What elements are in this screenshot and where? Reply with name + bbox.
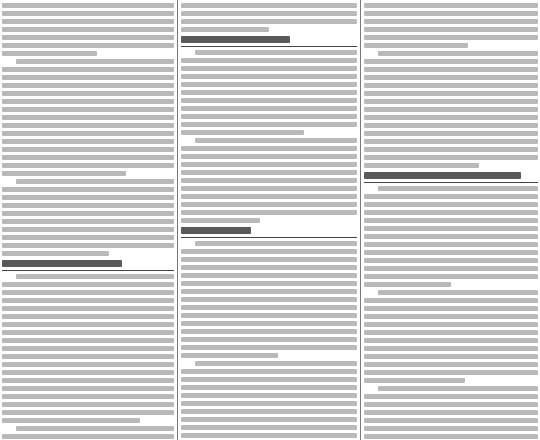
text-line bbox=[2, 378, 174, 383]
text-line bbox=[2, 298, 174, 303]
text-line bbox=[181, 329, 357, 334]
text-line bbox=[364, 131, 538, 136]
text-line bbox=[2, 330, 174, 335]
text-line bbox=[181, 98, 357, 103]
text-line bbox=[2, 99, 174, 104]
text-line bbox=[181, 27, 269, 32]
text-line bbox=[181, 210, 357, 215]
article-heading-text bbox=[2, 260, 122, 267]
text-line bbox=[2, 290, 174, 295]
article-paragraph bbox=[2, 179, 174, 256]
text-line bbox=[364, 83, 538, 88]
text-line bbox=[181, 265, 357, 270]
text-line bbox=[2, 418, 140, 423]
text-line bbox=[378, 290, 538, 295]
text-line bbox=[2, 282, 174, 287]
text-line bbox=[2, 195, 174, 200]
text-line bbox=[364, 147, 538, 152]
text-line bbox=[364, 322, 538, 327]
text-line bbox=[364, 210, 538, 215]
article-paragraph bbox=[364, 3, 538, 48]
text-line bbox=[364, 139, 538, 144]
text-line bbox=[2, 235, 174, 240]
text-line bbox=[2, 155, 174, 160]
article-heading bbox=[181, 227, 357, 238]
text-line bbox=[364, 11, 538, 16]
text-line bbox=[364, 314, 538, 319]
text-line bbox=[2, 434, 174, 439]
text-line bbox=[181, 186, 357, 191]
text-line bbox=[181, 19, 357, 24]
text-line bbox=[2, 394, 174, 399]
text-line bbox=[181, 90, 357, 95]
text-line bbox=[2, 370, 174, 375]
text-line bbox=[195, 50, 357, 55]
text-line bbox=[181, 66, 357, 71]
text-line bbox=[364, 266, 538, 271]
text-line bbox=[2, 386, 174, 391]
text-line bbox=[181, 273, 357, 278]
text-line bbox=[2, 187, 174, 192]
text-line bbox=[2, 306, 174, 311]
text-line bbox=[2, 171, 126, 176]
text-line bbox=[364, 426, 538, 431]
article-paragraph bbox=[181, 50, 357, 135]
text-line bbox=[2, 11, 174, 16]
text-line bbox=[2, 91, 174, 96]
text-line bbox=[364, 123, 538, 128]
text-line bbox=[378, 186, 538, 191]
text-line bbox=[2, 402, 174, 407]
column-rule bbox=[177, 0, 178, 440]
text-line bbox=[364, 218, 538, 223]
text-line bbox=[2, 346, 174, 351]
text-line bbox=[2, 211, 174, 216]
text-line bbox=[364, 59, 538, 64]
text-line bbox=[181, 433, 357, 438]
text-line bbox=[364, 3, 538, 8]
heading-underline bbox=[181, 237, 357, 238]
text-line bbox=[378, 51, 538, 56]
article-heading-text bbox=[364, 172, 521, 179]
text-line bbox=[181, 337, 357, 342]
article-paragraph bbox=[181, 241, 357, 358]
text-line bbox=[364, 115, 538, 120]
text-line bbox=[195, 361, 357, 366]
text-line bbox=[181, 417, 357, 422]
text-line bbox=[181, 218, 260, 223]
text-line bbox=[364, 402, 538, 407]
text-line bbox=[181, 353, 278, 358]
text-line bbox=[2, 83, 174, 88]
text-line bbox=[181, 385, 357, 390]
article-paragraph bbox=[364, 186, 538, 287]
text-line bbox=[181, 106, 357, 111]
text-line bbox=[2, 322, 174, 327]
text-line bbox=[2, 67, 174, 72]
text-line bbox=[181, 11, 357, 16]
article-paragraph bbox=[364, 386, 538, 440]
text-line bbox=[364, 274, 538, 279]
heading-underline bbox=[2, 270, 174, 271]
text-line bbox=[181, 257, 357, 262]
text-line bbox=[16, 59, 174, 64]
text-line bbox=[364, 43, 468, 48]
text-line bbox=[2, 19, 174, 24]
heading-underline bbox=[364, 182, 538, 183]
text-line bbox=[2, 410, 174, 415]
text-line bbox=[181, 249, 357, 254]
text-line bbox=[364, 434, 538, 439]
text-line bbox=[181, 3, 357, 8]
article-paragraph bbox=[2, 426, 174, 440]
text-line bbox=[181, 154, 357, 159]
column-3 bbox=[364, 0, 538, 440]
text-line bbox=[2, 147, 174, 152]
article-paragraph bbox=[364, 290, 538, 383]
text-line bbox=[364, 250, 538, 255]
text-line bbox=[181, 146, 357, 151]
text-line bbox=[364, 27, 538, 32]
text-line bbox=[2, 139, 174, 144]
article-paragraph bbox=[181, 3, 357, 32]
text-line bbox=[181, 401, 357, 406]
text-line bbox=[364, 410, 538, 415]
text-line bbox=[181, 425, 357, 430]
text-line bbox=[2, 251, 109, 256]
text-line bbox=[195, 138, 357, 143]
text-line bbox=[364, 370, 538, 375]
text-line bbox=[364, 306, 538, 311]
text-line bbox=[2, 107, 174, 112]
article-heading-text bbox=[181, 36, 290, 43]
text-line bbox=[181, 345, 357, 350]
article-paragraph bbox=[181, 138, 357, 223]
text-line bbox=[364, 99, 538, 104]
text-line bbox=[181, 194, 357, 199]
article-heading bbox=[2, 260, 174, 271]
article-paragraph bbox=[181, 361, 357, 440]
text-line bbox=[364, 155, 538, 160]
text-line bbox=[2, 362, 174, 367]
text-line bbox=[364, 91, 538, 96]
text-line bbox=[364, 362, 538, 367]
text-line bbox=[181, 74, 357, 79]
article-paragraph bbox=[2, 3, 174, 56]
text-line bbox=[2, 227, 174, 232]
text-line bbox=[364, 194, 538, 199]
text-line bbox=[181, 170, 357, 175]
text-line bbox=[2, 51, 97, 56]
text-line bbox=[181, 393, 357, 398]
text-line bbox=[181, 313, 357, 318]
text-line bbox=[364, 282, 451, 287]
text-line bbox=[2, 203, 174, 208]
text-line bbox=[364, 330, 538, 335]
text-line bbox=[181, 114, 357, 119]
text-line bbox=[2, 123, 174, 128]
text-line bbox=[2, 35, 174, 40]
text-line bbox=[364, 75, 538, 80]
article-heading-text bbox=[181, 227, 251, 234]
text-line bbox=[364, 298, 538, 303]
text-line bbox=[364, 346, 538, 351]
text-line bbox=[364, 338, 538, 343]
column-1 bbox=[2, 0, 174, 440]
article-heading bbox=[364, 172, 538, 183]
text-line bbox=[195, 241, 357, 246]
column-2 bbox=[181, 0, 357, 440]
text-line bbox=[181, 281, 357, 286]
text-line bbox=[181, 305, 357, 310]
text-line bbox=[2, 75, 174, 80]
text-line bbox=[181, 297, 357, 302]
text-line bbox=[364, 354, 538, 359]
text-line bbox=[2, 163, 174, 168]
text-line bbox=[16, 426, 174, 431]
article-paragraph bbox=[364, 51, 538, 168]
text-line bbox=[364, 418, 538, 423]
text-line bbox=[2, 314, 174, 319]
text-line bbox=[2, 43, 174, 48]
text-line bbox=[364, 258, 538, 263]
article-heading bbox=[181, 36, 357, 47]
text-line bbox=[181, 377, 357, 382]
text-line bbox=[16, 179, 174, 184]
text-line bbox=[364, 107, 538, 112]
text-line bbox=[181, 289, 357, 294]
article-paragraph bbox=[2, 59, 174, 176]
text-line bbox=[364, 35, 538, 40]
heading-underline bbox=[181, 46, 357, 47]
column-rule bbox=[360, 0, 361, 440]
article-paragraph bbox=[2, 274, 174, 423]
text-line bbox=[181, 202, 357, 207]
text-line bbox=[181, 162, 357, 167]
text-line bbox=[2, 131, 174, 136]
text-line bbox=[364, 242, 538, 247]
text-line bbox=[2, 219, 174, 224]
text-line bbox=[2, 338, 174, 343]
text-line bbox=[364, 234, 538, 239]
text-line bbox=[181, 369, 357, 374]
text-line bbox=[364, 378, 465, 383]
text-line bbox=[2, 3, 174, 8]
text-line bbox=[2, 27, 174, 32]
text-line bbox=[16, 274, 174, 279]
text-line bbox=[181, 178, 357, 183]
text-line bbox=[2, 115, 174, 120]
text-line bbox=[181, 409, 357, 414]
text-line bbox=[181, 82, 357, 87]
text-line bbox=[2, 243, 174, 248]
text-line bbox=[181, 58, 357, 63]
text-line bbox=[364, 67, 538, 72]
text-line bbox=[181, 122, 357, 127]
text-line bbox=[181, 130, 304, 135]
text-line bbox=[364, 226, 538, 231]
text-line bbox=[364, 163, 479, 168]
text-line bbox=[364, 19, 538, 24]
text-line bbox=[364, 202, 538, 207]
text-line bbox=[378, 386, 538, 391]
text-line bbox=[181, 321, 357, 326]
text-line bbox=[2, 354, 174, 359]
text-line bbox=[364, 394, 538, 399]
